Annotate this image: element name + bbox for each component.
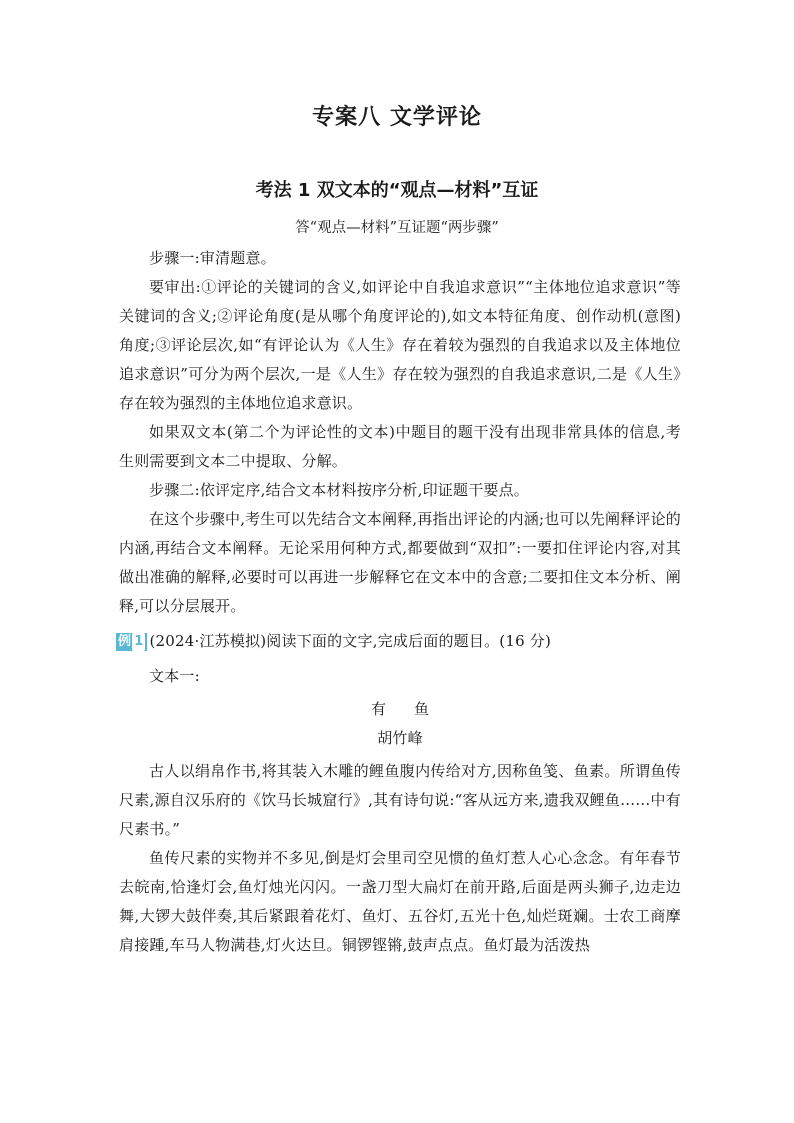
story-paragraph-1: 古人以绢帛作书,将其装入木雕的鲤鱼腹内传给对方,因称鱼笺、鱼素。所谓鱼传尺素,源自汉乐府的《饮马长城窟行》,其有诗句说:“客从远方来,遗我双鲤鱼……中有尺素书。” bbox=[119, 762, 681, 838]
poem-author: 胡竹峰 bbox=[377, 729, 423, 747]
example-badge bbox=[116, 633, 147, 651]
page-title: 专案八 文学评论 bbox=[312, 105, 482, 130]
text-one-label: 文本一: bbox=[149, 667, 200, 685]
poem-title bbox=[119, 695, 681, 724]
paragraph-step-one: 步骤一:审清题意。 bbox=[149, 249, 276, 267]
example-text: (2024·江苏模拟)阅读下面的文字,完成后面的题目。(16 分) bbox=[149, 632, 552, 650]
paragraph-double-text: 如果双文本(第二个为评论性的文本)中题目的题干没有出现非常具体的信息,考生则需要到文本二中提取、分解。 bbox=[119, 423, 681, 470]
example-line bbox=[116, 627, 681, 656]
poem-title-text: 有鱼 bbox=[370, 700, 457, 718]
section-title: 考法 1 双文本的“观点—材料”互证 bbox=[255, 180, 539, 201]
paragraph-step-two: 步骤二:依评定序,结合文本材料按序分析,印证题干要点。 bbox=[149, 481, 529, 499]
story-paragraph-2: 鱼传尺素的实物并不多见,倒是灯会里司空见惯的鱼灯惹人心心念念。有年春节去皖南,恰逢灯会,鱼灯烛光闪闪。一盏刀型大扁灯在前开路,后面是两头狮子,边走边舞,大锣大鼓伴奏,其后紧跟着花灯、鱼灯、五谷灯,五光十色,灿烂斑斓。士农工商摩肩接踵,车马人物满巷,灯火达旦。铜锣铿锵,鼓声点点。鱼灯最为活泼热 bbox=[119, 849, 681, 954]
section-subtitle: 答“观点—材料”互证题“两步骤” bbox=[295, 220, 499, 236]
example-badge-label: 例 bbox=[118, 634, 132, 649]
paragraph-method: 在这个步骤中,考生可以先结合文本阐释,再指出评论的内涵;也可以先阐释评论的内涵,再结合文本阐释。无论采用何种方式,都要做到“双扣”:一要扣住评论内容,对其做出准确的解释,必要时可以再进一步解释它在文本中的含意;二要扣住文本分析、阐释,可以分层展开。 bbox=[119, 510, 681, 615]
paragraph-requirements: 要审出:①评论的关键词的含义,如评论中自我追求意识”“主体地位追求意识”等关键词的含义;②评论角度(是从哪个角度评论的),如文本特征角度、创作动机(意图)角度;③评论层次,如“有评论认为《人生》存在着较为强烈的自我追求以及主体地位追求意识”可分为两个层次,一是《人生》存在较为强烈的自我追求意识,二是《人生》存在较为强烈的主体地位追求意识。 bbox=[119, 278, 681, 412]
example-badge-number: 1 bbox=[134, 634, 144, 649]
document-body bbox=[119, 244, 681, 960]
